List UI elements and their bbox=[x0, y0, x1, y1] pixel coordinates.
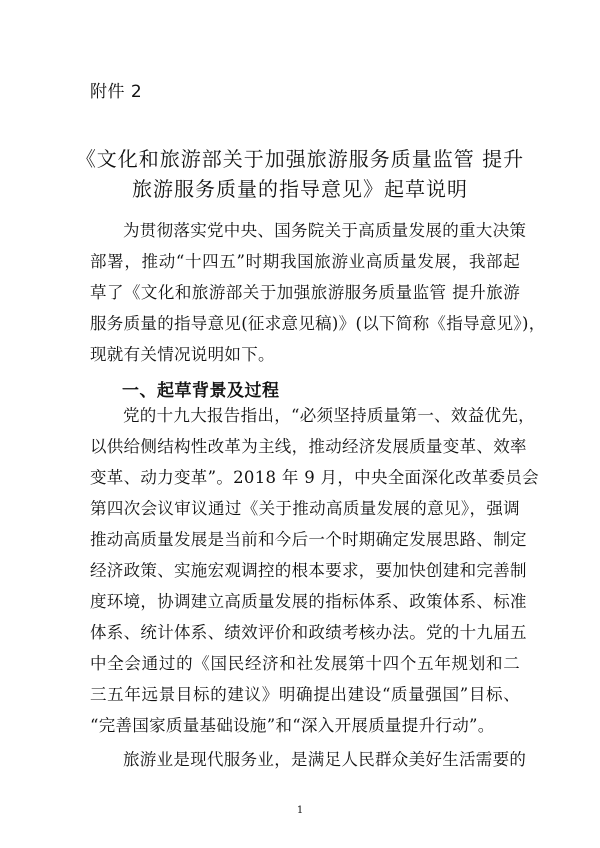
document-title-line-1: 《文化和旅游部关于加强旅游服务质量监管 提升 bbox=[75, 147, 525, 171]
intro-line-2: 部署，推动“十四五”时期我国旅游业高质量发展，我部起 bbox=[90, 252, 520, 271]
background-line-1: 党的十九大报告指出，“必须坚持质量第一、效益优先， bbox=[123, 406, 535, 425]
background-line-7: 度环境，协调建立高质量发展的指标体系、政策体系、标准 bbox=[90, 592, 527, 611]
section-heading: 一、起草背景及过程 bbox=[122, 381, 280, 401]
background-line-5: 推动高质量发展是当前和今后一个时期确定发展思路、制定 bbox=[90, 530, 527, 549]
background-line-11: “完善国家质量基础设施”和“深入开展质量提升行动”。 bbox=[90, 716, 495, 735]
page-number: 1 bbox=[296, 805, 304, 816]
intro-line-4: 服务质量的指导意见(征求意见稿)》(以下简称《指导意见》)， bbox=[90, 314, 546, 333]
background-line-4: 第四次会议审议通过《关于推动高质量发展的意见》，强调 bbox=[90, 499, 520, 518]
intro-line-1: 为贯彻落实党中央、国务院关于高质量发展的重大决策 bbox=[123, 221, 527, 240]
background-line-2: 以供给侧结构性改革为主线，推动经济发展质量变革、效率 bbox=[90, 437, 527, 456]
document-title-line-2: 旅游服务质量的指导意见》起草说明 bbox=[132, 177, 468, 201]
background-line-6: 经济政策、实施宏观调控的根本要求，要加快创建和完善制 bbox=[90, 561, 527, 580]
intro-line-3: 草了《文化和旅游部关于加强旅游服务质量监管 提升旅游 bbox=[90, 283, 520, 302]
tourism-line-1: 旅游业是现代服务业，是满足人民群众美好生活需要的 bbox=[123, 750, 527, 769]
background-line-10: 三五年远景目标的建议》明确提出建设“质量强国”目标、 bbox=[90, 685, 520, 704]
background-line-8: 体系、统计体系、绩效评价和政绩考核办法。党的十九届五 bbox=[90, 623, 527, 642]
background-line-9: 中全会通过的《国民经济和社发展第十四个五年规划和二 bbox=[90, 654, 520, 673]
attachment-label: 附件 2 bbox=[90, 82, 143, 102]
background-line-3: 变革、动力变革”。2018 年 9 月，中央全面深化改革委员会 bbox=[90, 468, 539, 487]
intro-line-5: 现就有关情况说明如下。 bbox=[90, 345, 275, 364]
